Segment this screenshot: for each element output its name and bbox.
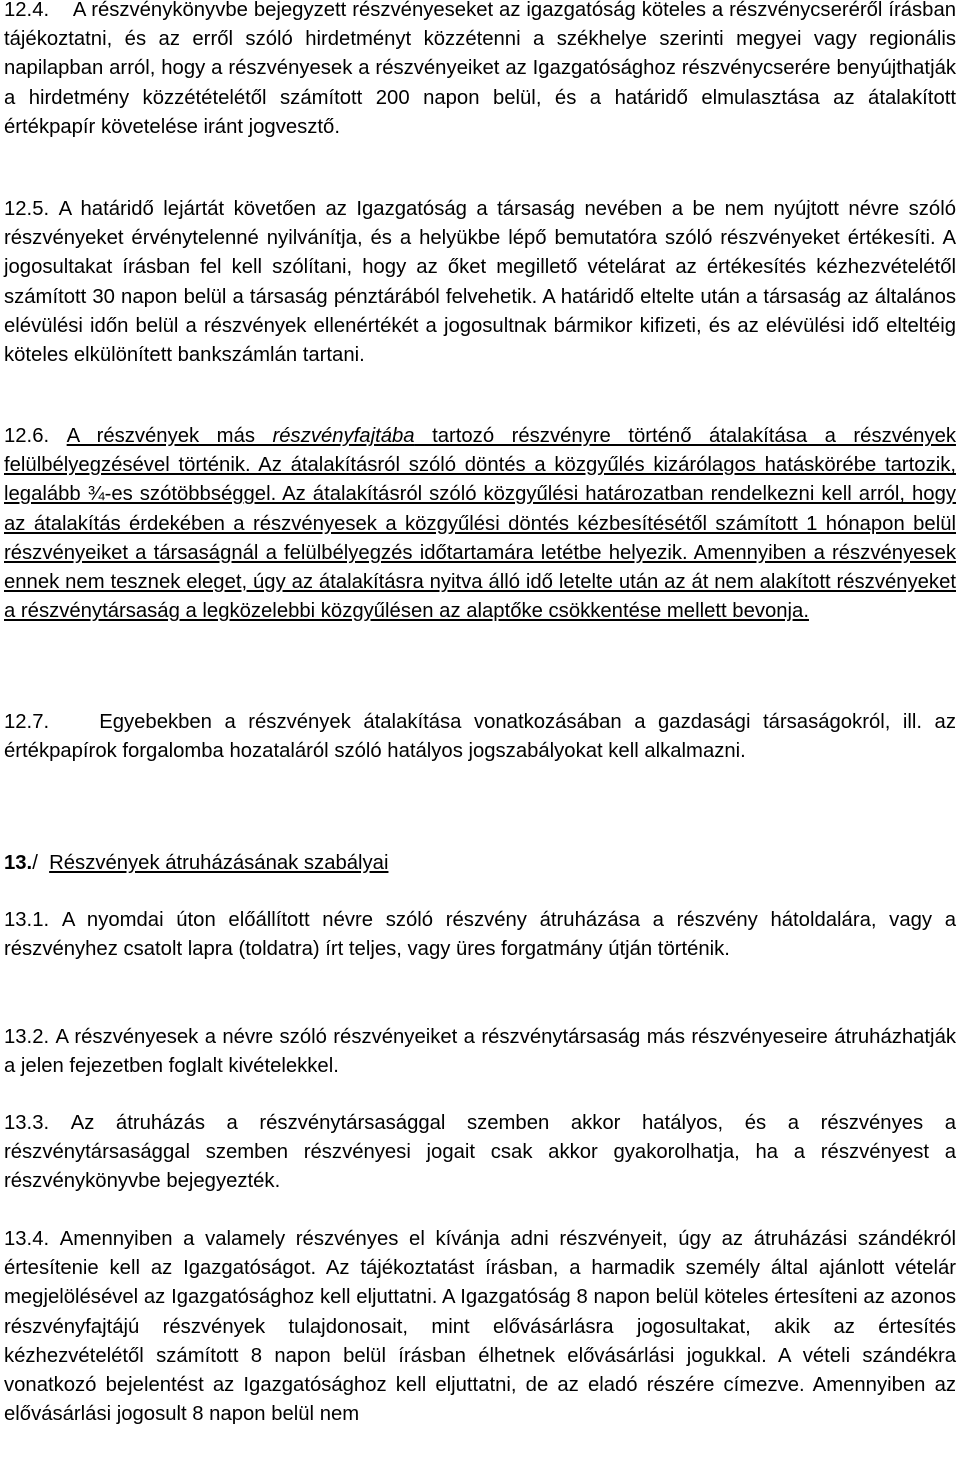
- paragraph-number: 13.3.: [4, 1112, 50, 1134]
- underlined-text-b: tartozó részvényre történő átalakítása a részvények felülbélyegzésével történik. Az átalakításról szóló döntés a közgyűlés kizárólagos hatáskörébe tartozik, legalább ¾-es szótöbbséggel. Az átalakításról szóló közgyűlési határozatban rendelkezni kell arról, hogy az átalakítás érdekében a részvényesek a közgyűlési döntés kézbesítésétől számított 1 hónapon belül részvényeiket a társaságnál a felülbélyegzés időtartamára letétbe helyezik. Amennyiben a részvényesek ennek nem tesznek eleget, úgy az átalakításra nyitva álló idő letelte után az át nem alakított részvényeket a részvénytársaság a legközelebbi közgyűlésen az alaptőke csökkentése mellett bevonja.: [4, 425, 956, 623]
- section-title: Részvények átruházásának szabályai: [49, 852, 389, 874]
- paragraph-text: Egyebekben a részvények átalakítása vonatkozásában a gazdasági társaságokról, ill. az értékpapírok forgalomba hozataláról szóló hatályos jogszabályokat kell alkalmazni.: [4, 711, 956, 763]
- section-13-heading: [4, 849, 956, 878]
- paragraph-12-6: [4, 422, 956, 626]
- paragraph-text: Amennyiben a valamely részvényes el kívánja adni részvényeit, úgy az átruházási szándékról értesítenie kell az Igazgatóságot. Az tájékoztatást írásban, a harmadik személy által ajánlott vételár megjelölésével az Igazgatósághoz kell eljuttatni. A Igazgatóság 8 napon belül köteles értesíteni az azonos részvényfajtájú részvények tulajdonosait, mint elővásárlásra jogosultakat, akik az értesítés kézhezvételétől számított 8 napon belül írásban élhetnek elővásárlási jogukkal. A vételi szándékra vonatkozó bejelentést az Igazgatósághoz kell eljuttatni, de az eladó részére címezve. Amennyiben az elővásárlási jogosult 8 napon belül nem: [4, 1228, 957, 1426]
- paragraph-text: A részvényesek a névre szóló részvényeiket a részvénytársaság más részvényeseire átruházhatják a jelen fejezetben foglalt kivételekkel.: [4, 1026, 956, 1078]
- paragraph-number: 12.6.: [4, 425, 50, 447]
- paragraph-13-2: [4, 1023, 956, 1081]
- underlined-text-a: A részvények más: [66, 425, 273, 447]
- paragraph-13-3: [4, 1109, 956, 1197]
- underlined-italic-term: részvényfajtába: [272, 425, 415, 447]
- paragraph-number: 12.4.: [4, 0, 50, 21]
- paragraph-12-4: [4, 0, 956, 142]
- section-separator: /: [32, 852, 38, 874]
- paragraph-text: A részvénykönyvbe bejegyzett részvényeseket az igazgatóság köteles a részvénycseréről írásban tájékoztatni, és az erről szóló hirdetményt közzétenni a székhelye szerinti megyei vagy regionális napilapban arról, hogy a részvényesek a részvényeiket az Igazgatósághoz részvénycserére benyújthatják a hirdetmény közzétételétől számított 200 napon belül, és a határidő elmulasztása az átalakított értékpapír követelése iránt jogvesztő.: [4, 0, 957, 138]
- paragraph-13-1: [4, 906, 956, 964]
- paragraph-13-4: [4, 1225, 956, 1429]
- paragraph-number: 12.7.: [4, 711, 50, 733]
- paragraph-text: A határidő lejártát követően az Igazgatóság a társaság nevében a be nem nyújtott névre szóló részvényeket érvénytelenné nyilvánítja, és a helyükbe lépő bemutatóra szóló részvényeket értékesíti. A jogosultakat írásban fel kell szólítani, hogy az őket megillető vételárat az értékesítés kézhezvételétől számított 30 napon belül a társaság pénztárából felvehetik. A határidő eltelte után a társaság az általános elévülési időn belül a részvények ellenértékét a jogosultnak bármikor kifizeti, és az elévülési idő elteltéig köteles elkülönített bankszámlán tartani.: [4, 198, 956, 367]
- paragraph-number: 13.2.: [4, 1026, 50, 1048]
- paragraph-number: 12.5.: [4, 198, 50, 220]
- paragraph-number: 13.1.: [4, 909, 50, 931]
- paragraph-text: Az átruházás a részvénytársasággal szemben akkor hatályos, és a részvényes a részvénytársasággal szemben részvényesi jogait csak akkor gyakorolhatja, ha a részvényest a részvénykönyvbe bejegyezték.: [4, 1112, 956, 1193]
- section-number: 13.: [4, 852, 33, 874]
- paragraph-text: A nyomdai úton előállított névre szóló részvény átruházása a részvény hátoldalára, vagy a részvényhez csatolt lapra (toldatra) írt teljes, vagy üres forgatmány útján történik.: [4, 909, 956, 961]
- paragraph-number: 13.4.: [4, 1228, 50, 1250]
- paragraph-12-5: [4, 195, 956, 370]
- paragraph-12-7: [4, 708, 956, 766]
